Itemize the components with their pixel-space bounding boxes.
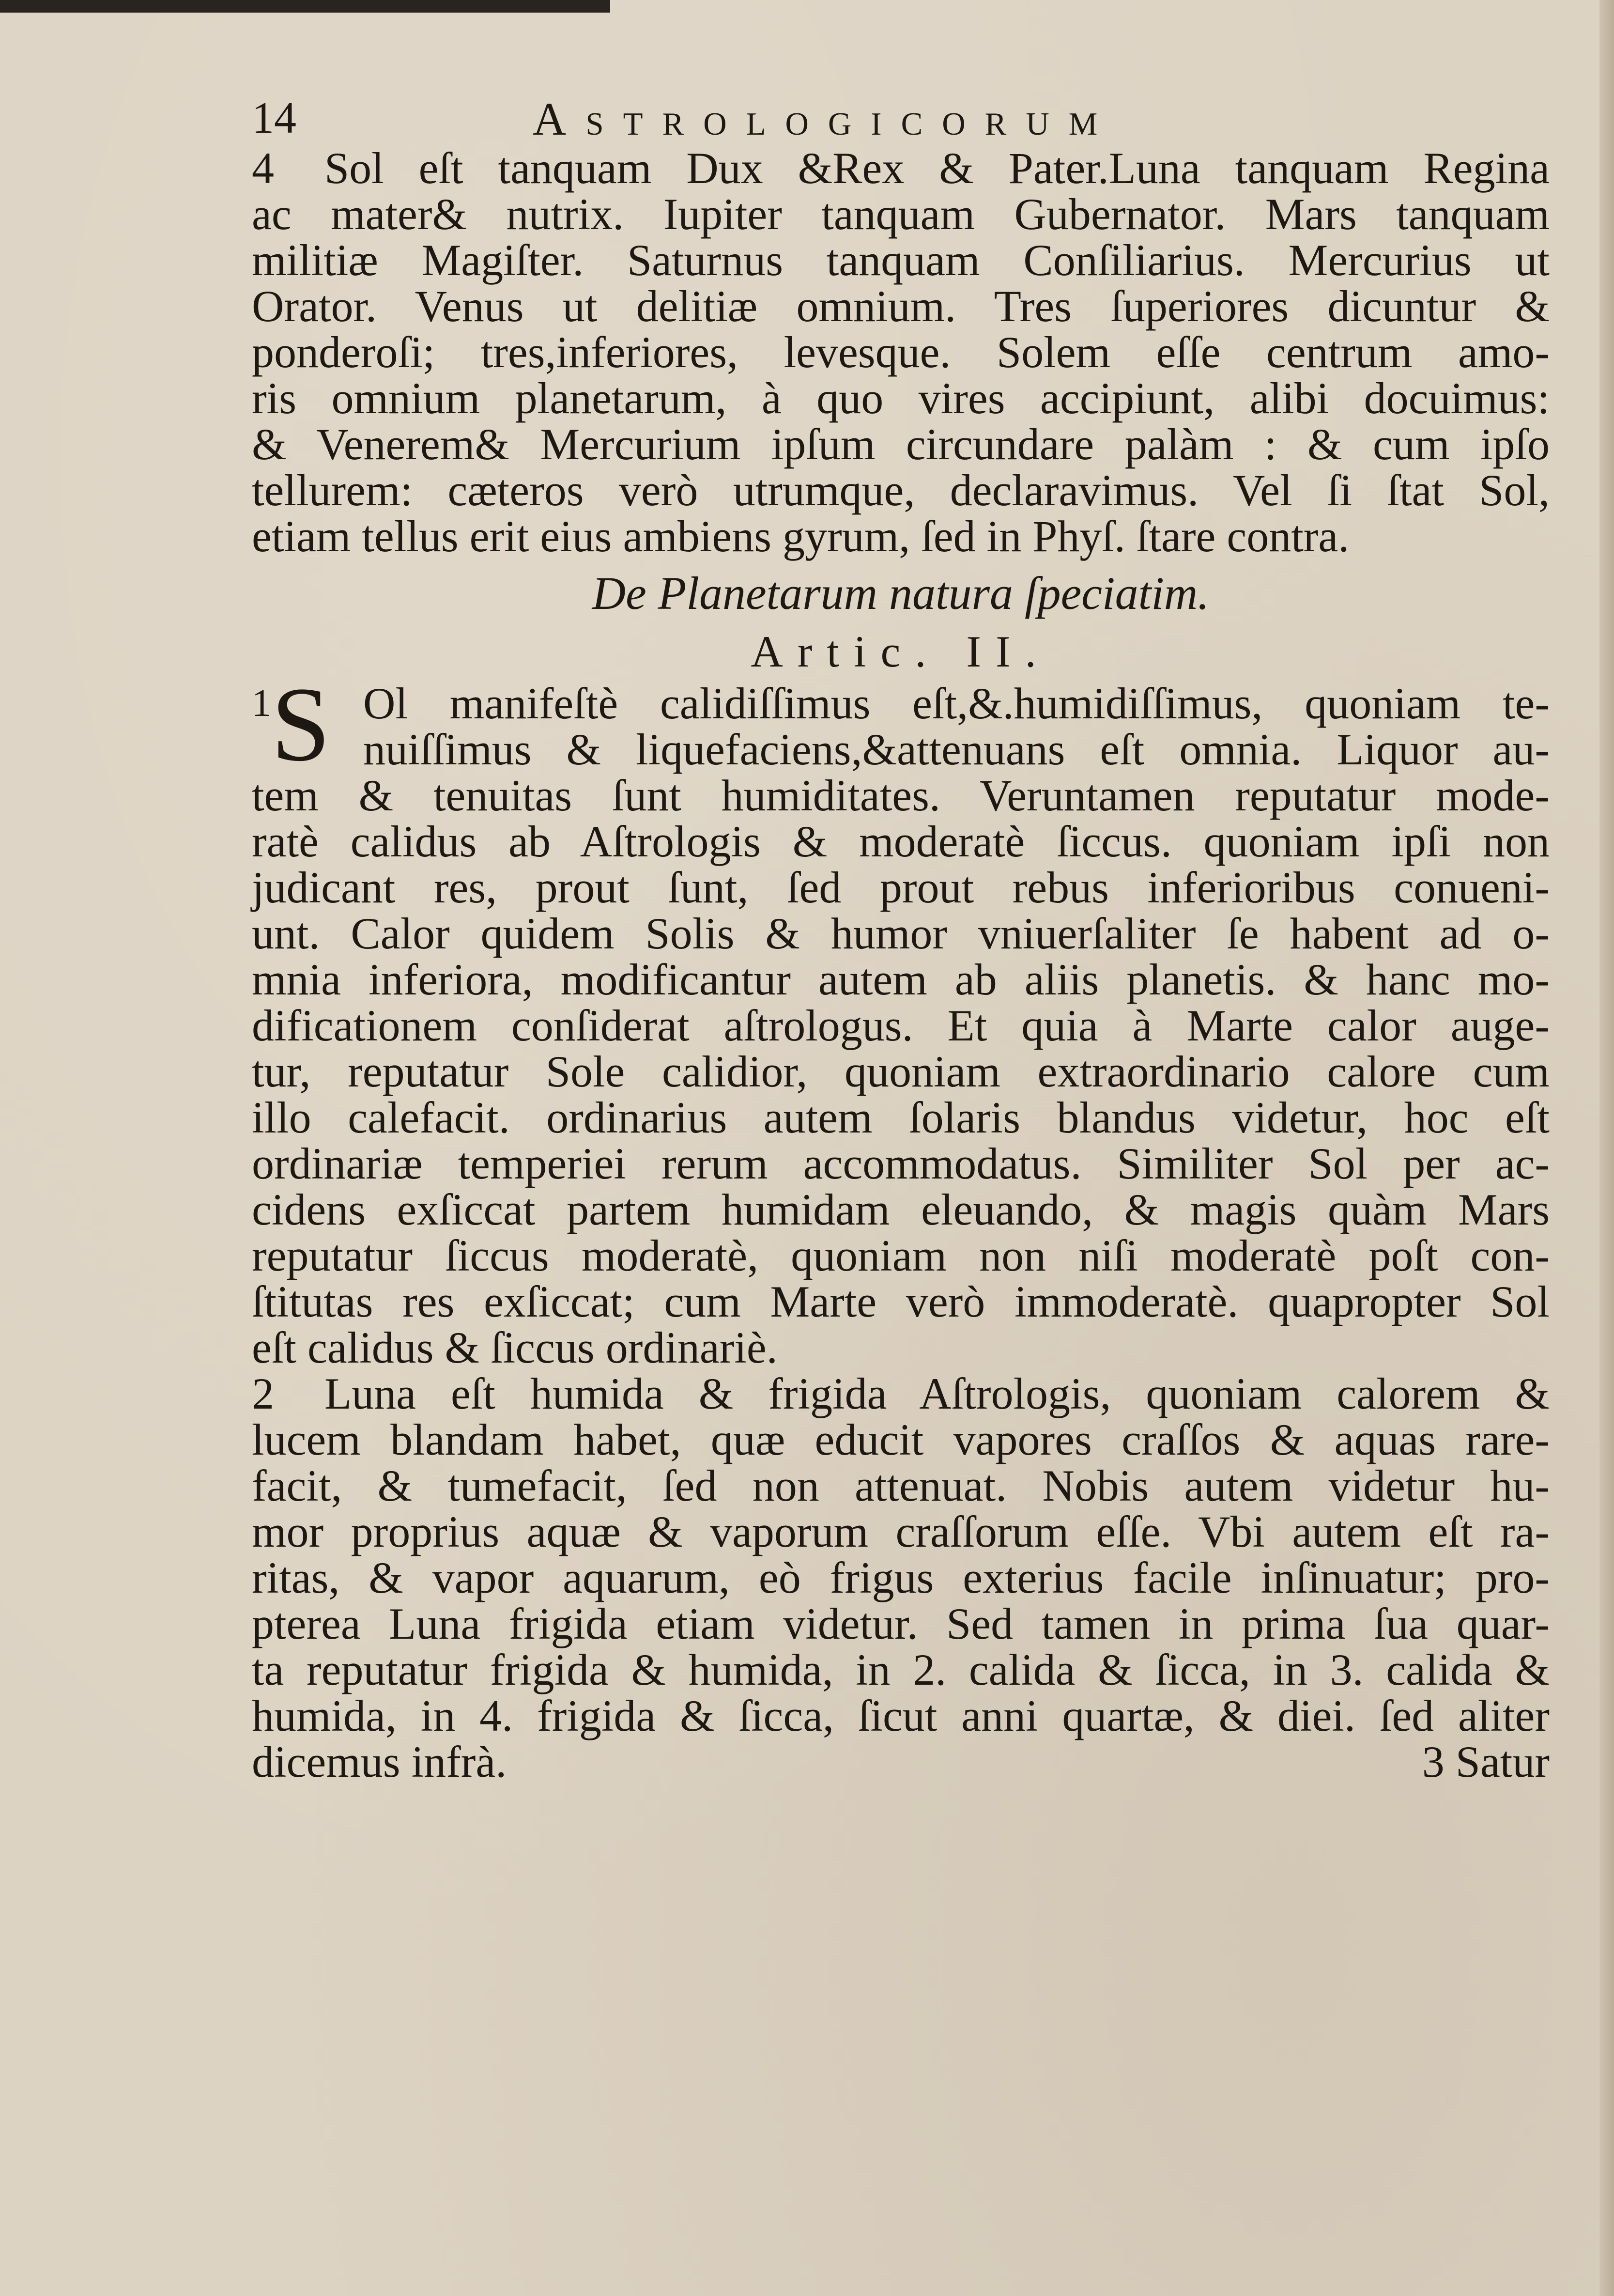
- text-line: tur, reputatur Sole calidior, quoniam extraordinario calore cum: [252, 1047, 1550, 1096]
- paragraph-2: [252, 1371, 1550, 1785]
- text-line: militiæ Magiſter. Saturnus tanquam Conſiliarius. Mercurius ut: [252, 235, 1550, 285]
- section-heading: De Planetarum natura ſpeciatim.: [592, 567, 1210, 619]
- paragraph-1: [252, 665, 1550, 1372]
- section-4: [252, 145, 1550, 559]
- page-number: 14: [252, 93, 296, 142]
- scan-top-edge: [0, 0, 610, 13]
- text-line: nuiſſimus & liquefaciens,&attenuans eſt omnia. Liquor au-: [363, 725, 1550, 774]
- scan-right-edge: [1599, 0, 1614, 2296]
- text-line: mor proprius aquæ & vaporum craſſorum eſſe. Vbi autem eſt ra-: [252, 1507, 1550, 1556]
- text-line: pterea Luna frigida etiam videtur. Sed tamen in prima ſua quar-: [252, 1599, 1550, 1648]
- text-line: illo calefacit. ordinarius autem ſolaris blandus videtur, hoc eſt: [252, 1093, 1550, 1142]
- text-line: ac mater& nutrix. Iupiter tanquam Gubernator. Mars tanquam: [252, 189, 1550, 239]
- text-line: ris omnium planetarum, à quo vires accipiunt, alibi docuimus:: [252, 373, 1550, 423]
- running-title: Astrologicorum: [533, 93, 1117, 145]
- drop-cap: S: [271, 665, 331, 783]
- text-line: eſt calidus & ſiccus ordinariè.: [252, 1323, 778, 1372]
- text-line: etiam tellus erit eius ambiens gyrum, ſed in Phyſ. ſtare contra.: [252, 512, 1350, 561]
- text-line: ratè calidus ab Aſtrologis & moderatè ſiccus. quoniam ipſi non: [252, 817, 1550, 866]
- text-line: tem & tenuitas ſunt humiditates. Veruntamen reputatur mode-: [252, 771, 1550, 820]
- text-line: ta reputatur frigida & humida, in 2. calida & ſicca, in 3. calida &: [252, 1645, 1550, 1694]
- paragraph-number: 2: [252, 1369, 274, 1418]
- article-heading: Artic. II.: [751, 627, 1051, 676]
- text-line: ordinariæ temperiei rerum accommodatus. Similiter Sol per ac-: [252, 1139, 1550, 1188]
- text-line: ſtitutas res exſiccat; cum Marte verò immoderatè. quapropter Sol: [252, 1277, 1550, 1326]
- text-line: ponderoſi; tres,inferiores, levesque. Solem eſſe centrum amo-: [252, 327, 1550, 377]
- text-line: lucem blandam habet, quæ educit vapores craſſos & aquas rare-: [252, 1415, 1550, 1464]
- text-line: facit, & tumefacit, ſed non attenuat. Nobis autem videtur hu-: [252, 1461, 1550, 1510]
- text-line: reputatur ſiccus moderatè, quoniam non niſi moderatè poſt con-: [252, 1231, 1550, 1280]
- text-line: cidens exſiccat partem humidam eleuando, & magis quàm Mars: [252, 1185, 1550, 1234]
- last-line-text: dicemus infrà.: [252, 1737, 507, 1786]
- text-line: humida, in 4. frigida & ſicca, ſicut anni quartæ, & diei. ſed aliter: [252, 1691, 1550, 1740]
- text-line: & Venerem& Mercurium ipſum circundare palàm : & cum ipſo: [252, 419, 1550, 469]
- paragraph-number: 4: [252, 143, 274, 193]
- paragraph-number: 1: [252, 682, 271, 725]
- text-line: [252, 1739, 1550, 1785]
- text-line: ritas, & vapor aquarum, eò frigus exterius facile inſinuatur; pro-: [252, 1553, 1550, 1602]
- text-line: Orator. Venus ut delitiæ omnium. Tres ſuperiores dicuntur &: [252, 281, 1550, 331]
- page-header: [252, 92, 1550, 145]
- text-line: 4 Sol eſt tanquam Dux &Rex & Pater.Luna tanquam Regina: [252, 143, 1550, 193]
- text-line: tellurem: cæteros verò utrumque, declaravimus. Vel ſi ſtat Sol,: [252, 465, 1550, 515]
- text-line: dificationem conſiderat aſtrologus. Et quia à Marte calor auge-: [252, 1001, 1550, 1050]
- page-content: [252, 92, 1550, 1785]
- text-line: unt. Calor quidem Solis & humor vniuerſaliter ſe habent ad o-: [252, 909, 1550, 958]
- catchword: 3 Satur: [1422, 1737, 1550, 1786]
- text-line: 2 Luna eſt humida & frigida Aſtrologis, quoniam calorem &: [252, 1369, 1550, 1418]
- text-line: judicant res, prout ſunt, ſed prout rebus inferioribus conueni-: [252, 863, 1550, 912]
- text-line: Ol manifeſtè calidiſſimus eſt,&.humidiſſimus, quoniam te-: [363, 679, 1550, 728]
- text-line: mnia inferiora, modificantur autem ab aliis planetis. & hanc mo-: [252, 955, 1550, 1004]
